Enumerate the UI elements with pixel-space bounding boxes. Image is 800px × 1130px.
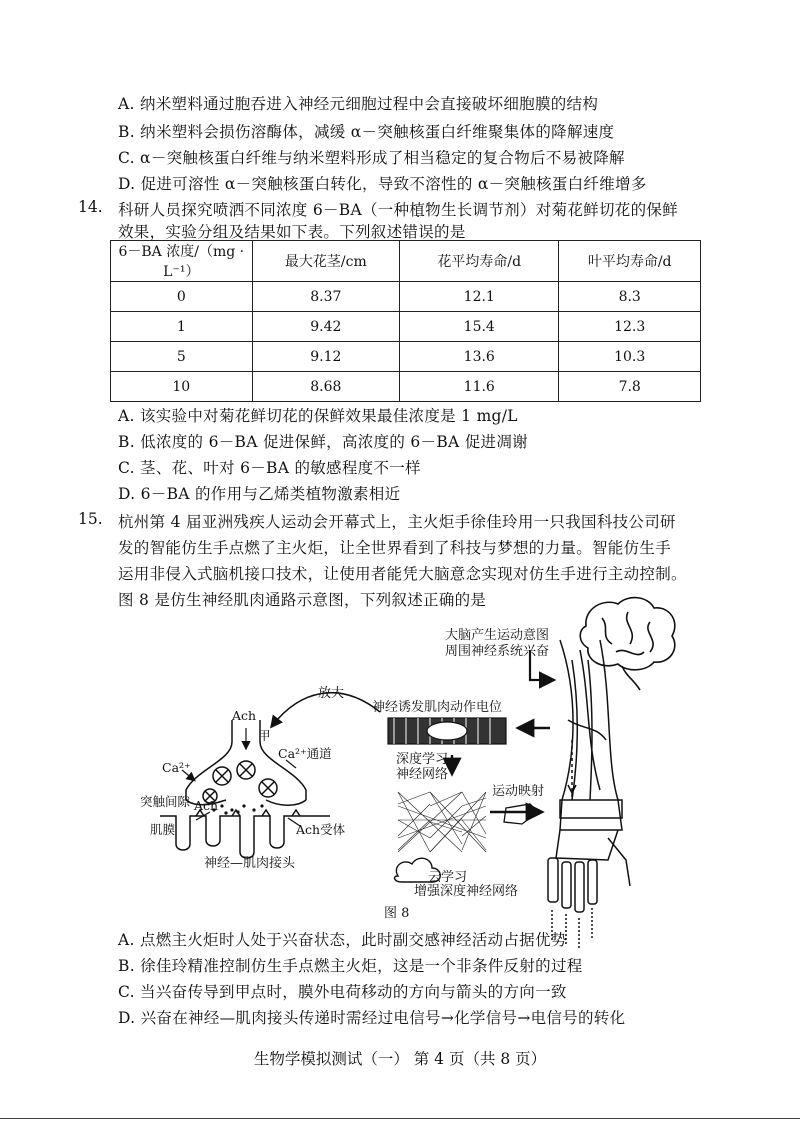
hand-icon (504, 804, 538, 824)
q14-option-b: B. 低浓度的 6－BA 促进保鲜，高浓度的 6－BA 促进凋谢 (118, 433, 528, 451)
q14-number: 14. (78, 198, 103, 216)
q15-stem-line1: 杭州第 4 届亚洲残疾人运动会开幕式上，主火炬手徐佳玲用一只我国科技公司研 (118, 513, 676, 531)
q15-option-b: B. 徐佳玲精准控制仿生手点燃主火炬，这是一个非条件反射的过程 (118, 957, 583, 975)
electrode-band-icon (388, 718, 506, 744)
q14-option-c: C. 茎、花、叶对 6－BA 的敏感程度不一样 (118, 459, 421, 477)
q14-stem-part-b: 的是 (434, 223, 466, 241)
label-deep-learning-2: 神经网络 (396, 767, 449, 782)
q14-stem-line1: 科研人员探究喷洒不同浓度 6－BA（一种植物生长调节剂）对菊花鲜切花的保鲜 (118, 201, 678, 219)
label-ach-cleft: Ach (194, 798, 219, 813)
label-calcium-channel: Ca²⁺通道 (278, 746, 332, 761)
table-cell: 12.1 (400, 282, 559, 312)
label-enlarge: 放大 (318, 686, 345, 701)
table-cell: 9.12 (252, 342, 400, 372)
q13-option-d: D. 促进可溶性 α－突触核蛋白转化，导致不溶性的 α－突触核蛋白纤维增多 (118, 175, 647, 193)
table-cell: 8.3 (559, 282, 701, 312)
table-header-cell: 最大花茎/cm (252, 241, 400, 282)
label-brain-line2: 周围神经系统兴奋 (445, 644, 550, 659)
label-synaptic-cleft: 突触间隙 (140, 794, 191, 809)
ach-dots (212, 804, 263, 814)
table-cell: 15.4 (400, 312, 559, 342)
label-cloud-learning-2: 增强深度神经网络 (414, 884, 519, 899)
q15-stem-line2: 发的智能仿生手点燃了主火炬，让全世界看到了科技与梦想的力量。智能仿生手 (118, 539, 672, 557)
q15-number: 15. (78, 510, 103, 528)
table-cell: 12.3 (559, 312, 701, 342)
label-brain-line1: 大脑产生运动意图 (445, 628, 550, 643)
table-cell: 11.6 (400, 372, 559, 402)
figure-caption: 图 8 (384, 906, 410, 921)
q13-option-b: B. 纳米塑料会损伤溶酶体，减缓 α－突触核蛋白纤维聚集体的降解速度 (118, 123, 615, 141)
q14-stem-emphasis: 错误 (402, 223, 435, 241)
label-jia: 甲 (258, 728, 271, 743)
brain-icon (580, 598, 675, 690)
table-cell: 8.37 (252, 282, 400, 312)
label-cloud-learning-1: 云学习 (428, 870, 468, 885)
table-cell: 10 (111, 372, 253, 402)
label-motion-mapping: 运动映射 (492, 784, 545, 799)
q13-option-a: A. 纳米塑料通过胞吞进入神经元细胞过程中会直接破坏细胞膜的结构 (118, 95, 599, 113)
table-cell: 13.6 (400, 342, 559, 372)
label-ach-receptor: Ach受体 (296, 822, 346, 837)
q14-option-a: A. 该实验中对菊花鲜切花的保鲜效果最佳浓度是 1 mg/L (118, 407, 518, 425)
prosthetic-arm-icon (548, 640, 630, 948)
table-cell: 1 (111, 312, 253, 342)
label-muscle-action-potential: 神经诱发肌肉动作电位 (372, 700, 503, 715)
table-cell: 7.8 (559, 372, 701, 402)
table-cell: 9.42 (252, 312, 400, 342)
table-header-cell: 6－BA 浓度/（mg · L⁻¹） (111, 241, 253, 282)
table-cell: 10.3 (559, 342, 701, 372)
q15-option-c: C. 当兴奋传导到甲点时，膜外电荷移动的方向与箭头的方向一致 (118, 983, 567, 1001)
table-header-cell: 花平均寿命/d (400, 241, 559, 282)
q15-stem-line4: 图 8 是仿生神经肌肉通路示意图，下列叙述正确的是 (118, 591, 487, 609)
neural-network-icon (396, 788, 488, 852)
q14-stem-part-a: 效果，实验分组及结果如下表。下列叙述 (118, 223, 403, 241)
label-muscle-membrane: 肌膜 (150, 822, 176, 837)
q15-stem-line3: 运用非侵入式脑机接口技术，让使用者能凭大脑意念实现对仿生手进行主动控制。 (118, 565, 687, 583)
q13-option-c: C. α－突触核蛋白纤维与纳米塑料形成了相当稳定的复合物后不易被降解 (118, 149, 625, 167)
label-calcium-ion: Ca²⁺ (162, 760, 191, 775)
label-ach-top: Ach (232, 708, 257, 723)
q15-option-a: A. 点燃主火炬时人处于兴奋状态，此时副交感神经活动占据优势 (118, 931, 567, 949)
page-footer: 生物学模拟测试（一） 第 4 页（共 8 页） (253, 1050, 547, 1068)
label-deep-learning-1: 深度学习 (396, 752, 449, 767)
table-cell: 0 (111, 282, 253, 312)
q15-option-d: D. 兴奋在神经—肌肉接头传递时需经过电信号→化学信号→电信号的转化 (118, 1009, 626, 1027)
bottom-divider (0, 1118, 800, 1119)
table-header-cell: 叶平均寿命/d (559, 241, 701, 282)
q14-option-d: D. 6－BA 的作用与乙烯类植物激素相近 (118, 485, 401, 503)
table-cell: 8.68 (252, 372, 400, 402)
label-neuromuscular-junction: 神经—肌肉接头 (204, 856, 296, 871)
table-cell: 5 (111, 342, 253, 372)
